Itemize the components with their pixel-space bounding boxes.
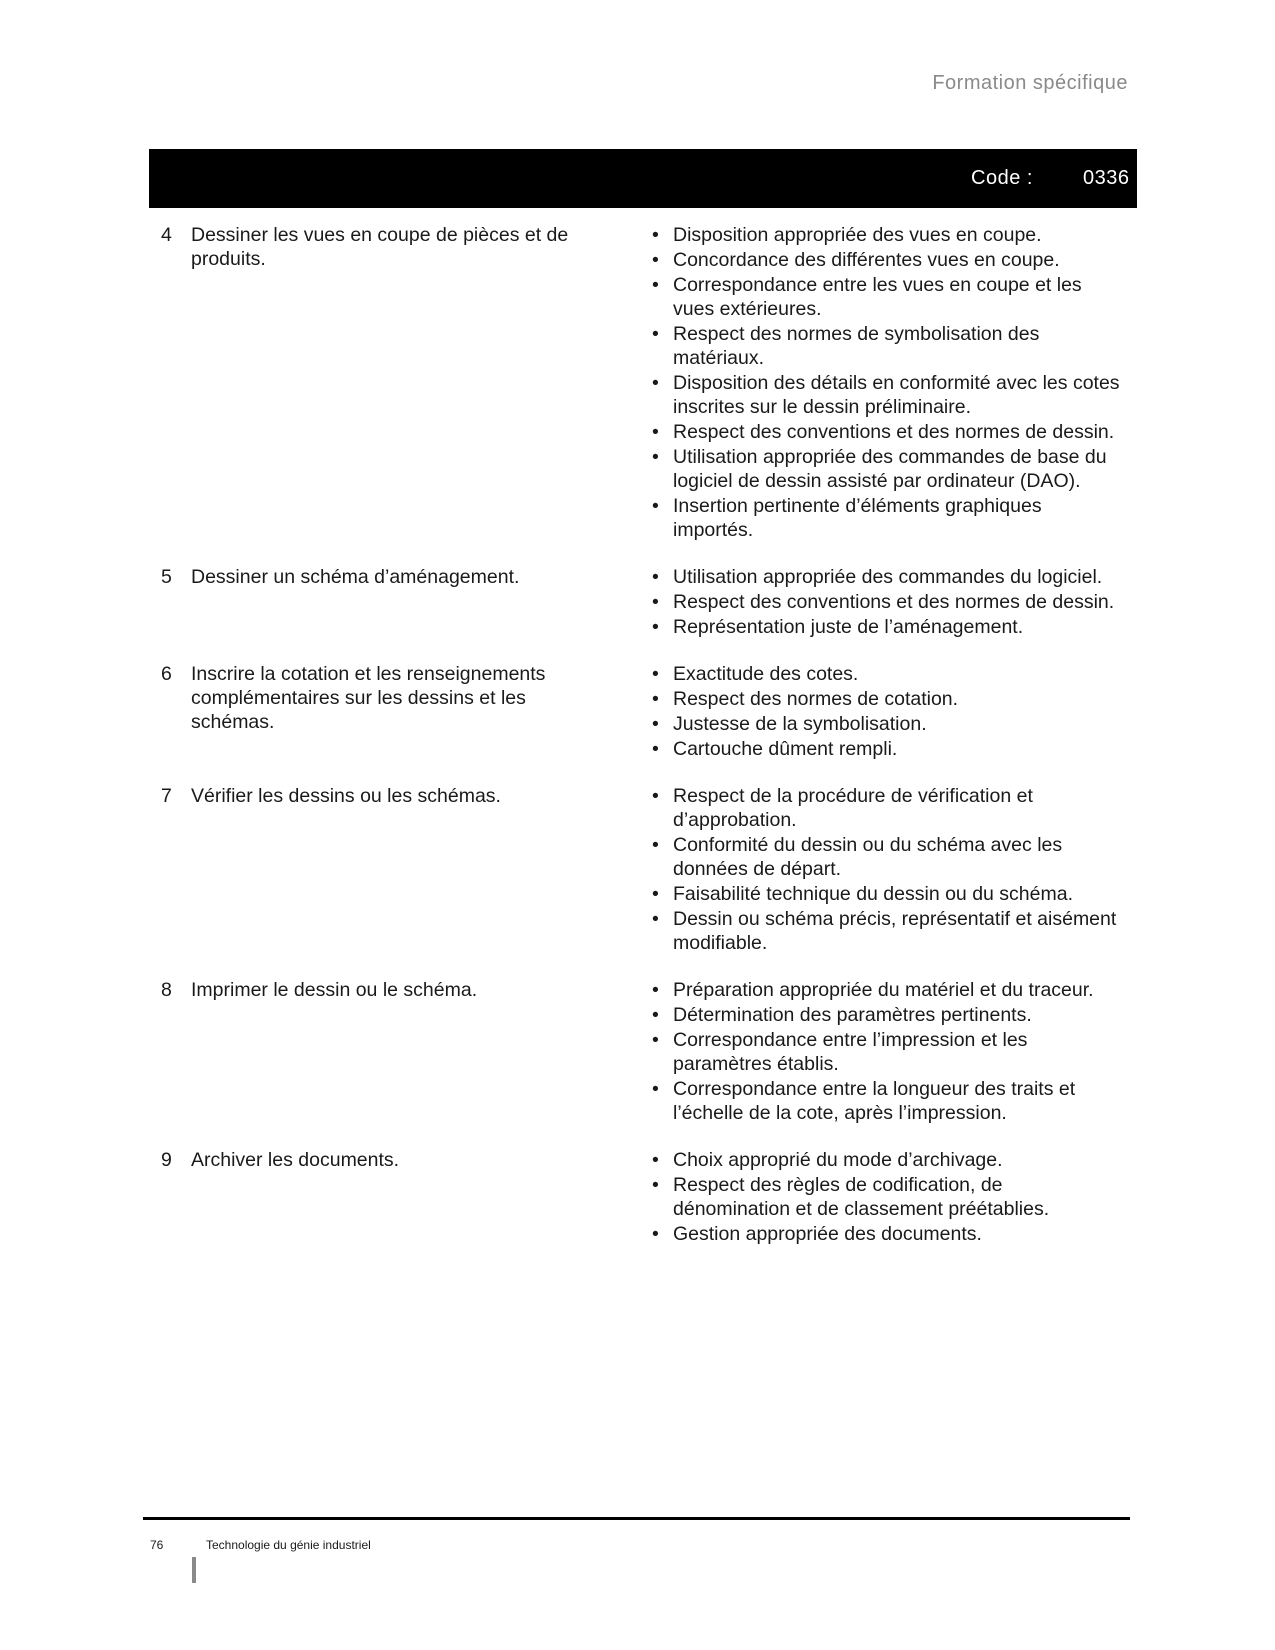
criterion-item: • Respect des règles de codification, de dénomination et de classement préétablies. [644,1173,1124,1221]
criterion-item: • Respect de la procédure de vérification et d’approbation. [644,784,1124,832]
element-cell [149,662,644,762]
criteria-cell [644,978,1124,1126]
code-value: 0336 [1083,167,1130,189]
criterion-item: • Représentation juste de l’aménagement. [644,615,1124,639]
element-number: 5 [161,566,172,588]
criterion-item: • Correspondance entre les vues en coupe et les vues extérieures. [644,273,1124,321]
element-cell [149,978,644,1126]
footer-marker [192,1557,196,1583]
criterion-item: • Utilisation appropriée des commandes du logiciel. [644,565,1124,589]
element-cell [149,784,644,956]
element-text: Dessiner un schéma d’aménagement. [191,566,520,588]
element-text: Inscrire la cotation et les renseignements complémentaires sur les dessins et les schémas. [191,663,546,733]
criterion-item: • Respect des normes de symbolisation des matériaux. [644,322,1124,370]
criterion-item: • Correspondance entre la longueur des traits et l’échelle de la cote, après l’impression. [644,1077,1124,1125]
element-cell [149,223,644,543]
criterion-item: • Exactitude des cotes. [644,662,1124,686]
criterion-item: • Insertion pertinente d’éléments graphiques importés. [644,494,1124,542]
element-number: 6 [161,663,172,685]
criterion-item: • Disposition appropriée des vues en coupe. [644,223,1124,247]
element-number: 9 [161,1149,172,1171]
table-row [149,784,1137,956]
code-bar [149,149,1137,208]
criterion-item: • Respect des conventions et des normes de dessin. [644,590,1124,614]
element-text: Dessiner les vues en coupe de pièces et de produits. [191,224,569,270]
table-row [149,662,1137,762]
criteria-cell [644,784,1124,956]
criterion-item: • Justesse de la symbolisation. [644,712,1124,736]
element-text: Vérifier les dessins ou les schémas. [191,785,501,807]
criteria-list [644,978,1124,1125]
criteria-list [644,662,1124,761]
element-cell [149,1148,644,1247]
footer-rule [143,1517,1130,1520]
criteria-cell [644,662,1124,762]
element-text: Imprimer le dessin ou le schéma. [191,979,478,1001]
competency-table [149,223,1137,1269]
criteria-cell [644,565,1124,640]
criterion-item: • Correspondance entre l’impression et les paramètres établis. [644,1028,1124,1076]
element-text: Archiver les documents. [191,1149,400,1171]
table-row [149,1148,1137,1247]
criterion-item: • Gestion appropriée des documents. [644,1222,1124,1246]
criterion-item: • Faisabilité technique du dessin ou du schéma. [644,882,1124,906]
page-number: 76 [150,1538,164,1552]
criteria-cell [644,1148,1124,1247]
criterion-item: • Concordance des différentes vues en coupe. [644,248,1124,272]
criterion-item: • Préparation appropriée du matériel et du traceur. [644,978,1124,1002]
criterion-item: • Disposition des détails en conformité avec les cotes inscrites sur le dessin préliminaire. [644,371,1124,419]
criteria-list [644,784,1124,955]
table-row [149,223,1137,543]
table-row [149,978,1137,1126]
criterion-item: • Respect des conventions et des normes de dessin. [644,420,1124,444]
code-label: Code : [971,167,1033,189]
criteria-list [644,565,1124,639]
criterion-item: • Détermination des paramètres pertinents. [644,1003,1124,1027]
footer-title: Technologie du génie industriel [206,1538,371,1552]
criteria-list [644,1148,1124,1246]
table-row [149,565,1137,640]
element-cell [149,565,644,640]
criterion-item: • Conformité du dessin ou du schéma avec les données de départ. [644,833,1124,881]
running-header-title: Formation spécifique [932,72,1128,94]
criterion-item: • Choix approprié du mode d’archivage. [644,1148,1124,1172]
criteria-cell [644,223,1124,543]
element-number: 7 [161,785,172,807]
element-number: 8 [161,979,172,1001]
criteria-list [644,223,1124,542]
criterion-item: • Cartouche dûment rempli. [644,737,1124,761]
criterion-item: • Utilisation appropriée des commandes de base du logiciel de dessin assisté par ordinateur (DAO). [644,445,1124,493]
criterion-item: • Respect des normes de cotation. [644,687,1124,711]
element-number: 4 [161,224,172,246]
criterion-item: • Dessin ou schéma précis, représentatif et aisément modifiable. [644,907,1124,955]
